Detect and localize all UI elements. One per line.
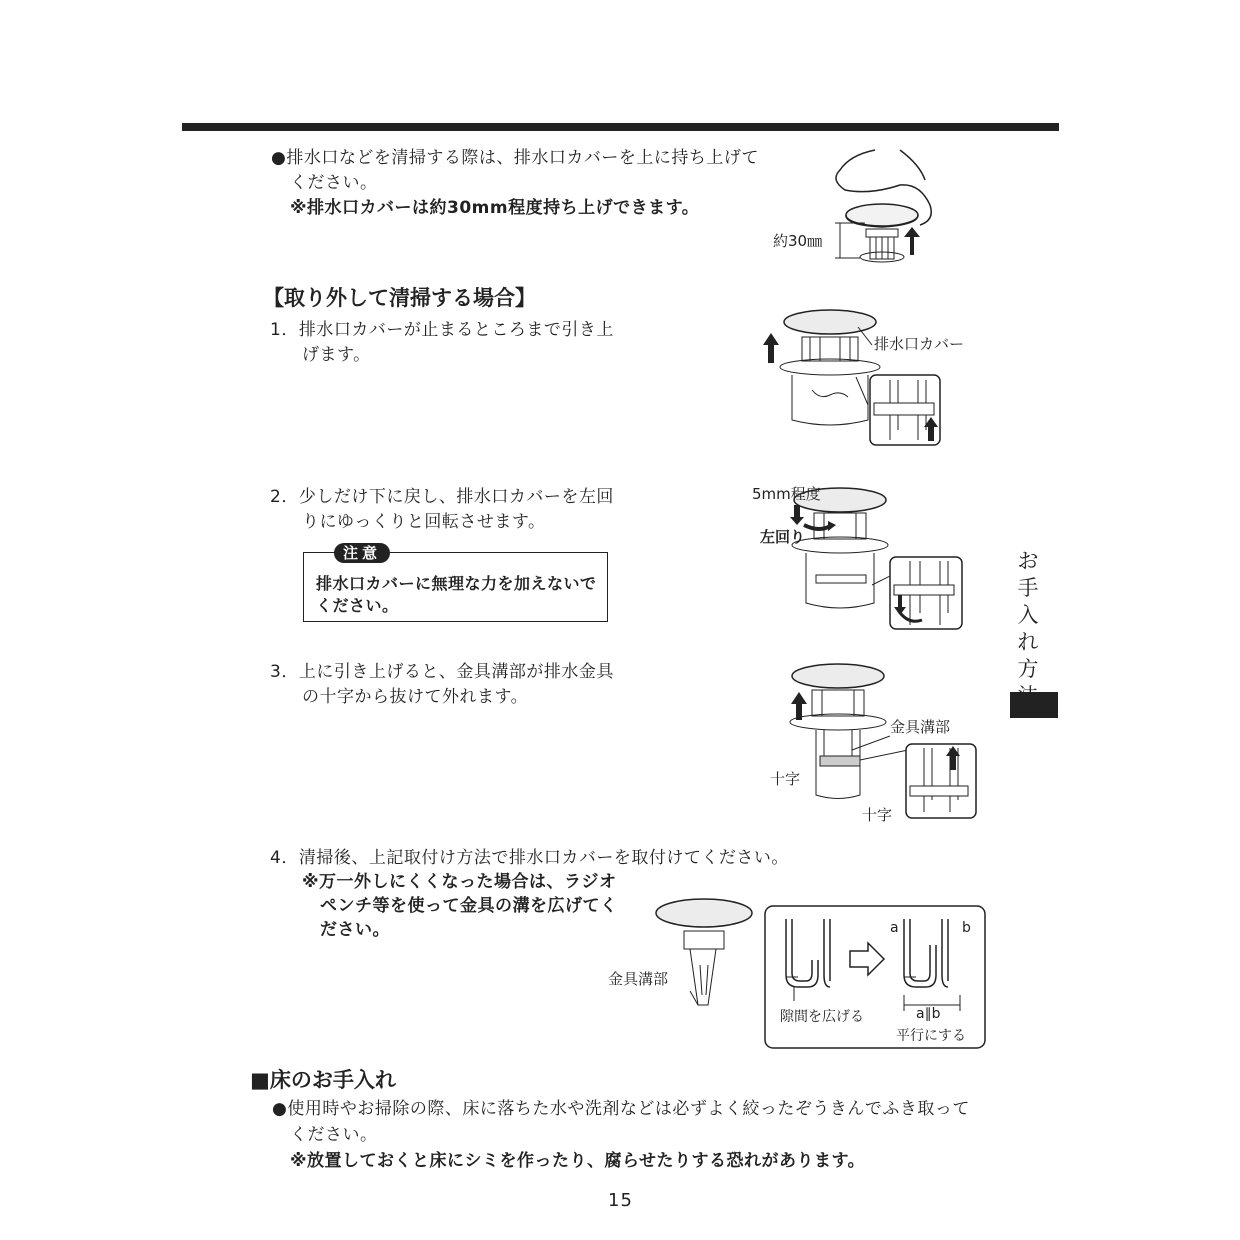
step1-illustration [760, 305, 960, 450]
step2-fig-label-b: 左回り [760, 528, 806, 546]
step2-line-2: りにゆっくりと回転させます。 [302, 512, 546, 532]
step4-fig-label-gap: 隙間を広げる [780, 1009, 864, 1025]
step4-line-1: 4．清掃後、上記取付け方法で排水口カバーを取付けてください。 [270, 848, 789, 868]
side-tab-char: お [1017, 549, 1039, 573]
step3-fig-label-cross-1: 十字 [770, 770, 801, 788]
step1-line-2: げます。 [302, 345, 371, 365]
step3-illustration [780, 660, 980, 825]
side-tab-char: 方 [1017, 657, 1039, 681]
step4-note-2: ペンチ等を使って金具の溝を広げてく [320, 896, 618, 916]
step3-line-1: 3．上に引き上げると、金具溝部が排水金具 [270, 662, 614, 682]
step1-line-1: 1．排水口カバーが止まるところまで引き上 [270, 320, 614, 340]
intro-line-1: ●排水口などを清掃する際は、排水口カバーを上に持ち上げて [271, 148, 759, 168]
side-tab-char: れ [1017, 630, 1039, 654]
step4-fig-label-b: b [962, 920, 971, 936]
section-remove-heading: 【取り外して清掃する場合】 [263, 286, 536, 310]
step4-cover-illustration [650, 895, 760, 1025]
floor-line-1: ●使用時やお掃除の際、床に落ちた水や洗剤などは必ずよく絞ったぞうきんでふき取って [272, 1099, 970, 1119]
step3-fig-label-cross-2: 十字 [862, 806, 893, 824]
side-tab-label [1014, 548, 1042, 710]
step4-fig-label-a: a [890, 920, 899, 936]
step2-fig-label-a: 5mm程度 [752, 485, 821, 503]
caution-line-2: ください。 [316, 596, 399, 615]
step4-fig-label-parallel: 平行にする [896, 1028, 966, 1044]
page-number: 15 [608, 1190, 633, 1211]
step4-fig-label-ab: a∥b [916, 1006, 941, 1022]
step2-illustration [780, 485, 970, 635]
step4-fig-label-groove: 金具溝部 [608, 970, 669, 988]
lift-cover-illustration [770, 145, 950, 270]
floor-line-2: ください。 [290, 1125, 378, 1145]
top-rule [182, 123, 1059, 131]
intro-note: ※排水口カバーは約30mm程度持ち上げできます。 [290, 198, 700, 218]
intro-line-2: ください。 [290, 173, 378, 193]
floor-heading: ■床のお手入れ [250, 1068, 396, 1092]
step2-line-1: 2．少しだけ下に戻し、排水口カバーを左回 [270, 487, 614, 507]
step3-line-2: の十字から抜けて外れます。 [302, 687, 529, 707]
side-tab-char: 手 [1017, 576, 1039, 600]
step4-note-1: ※万一外しにくくなった場合は、ラジオ [302, 872, 617, 892]
side-tab-block [1010, 692, 1058, 718]
side-tab-char: 入 [1017, 603, 1039, 627]
step4-note-3: ださい。 [320, 920, 390, 940]
intro-fig-label: 約30㎜ [773, 232, 823, 250]
caution-tag: 注意 [334, 543, 390, 563]
caution-line-1: 排水口カバーに無理な力を加えないで [316, 574, 597, 593]
floor-note: ※放置しておくと床にシミを作ったり、腐らせたりする恐れがあります。 [290, 1151, 866, 1171]
step3-fig-label-groove: 金具溝部 [890, 718, 951, 736]
step1-fig-label: 排水口カバー [874, 335, 965, 353]
